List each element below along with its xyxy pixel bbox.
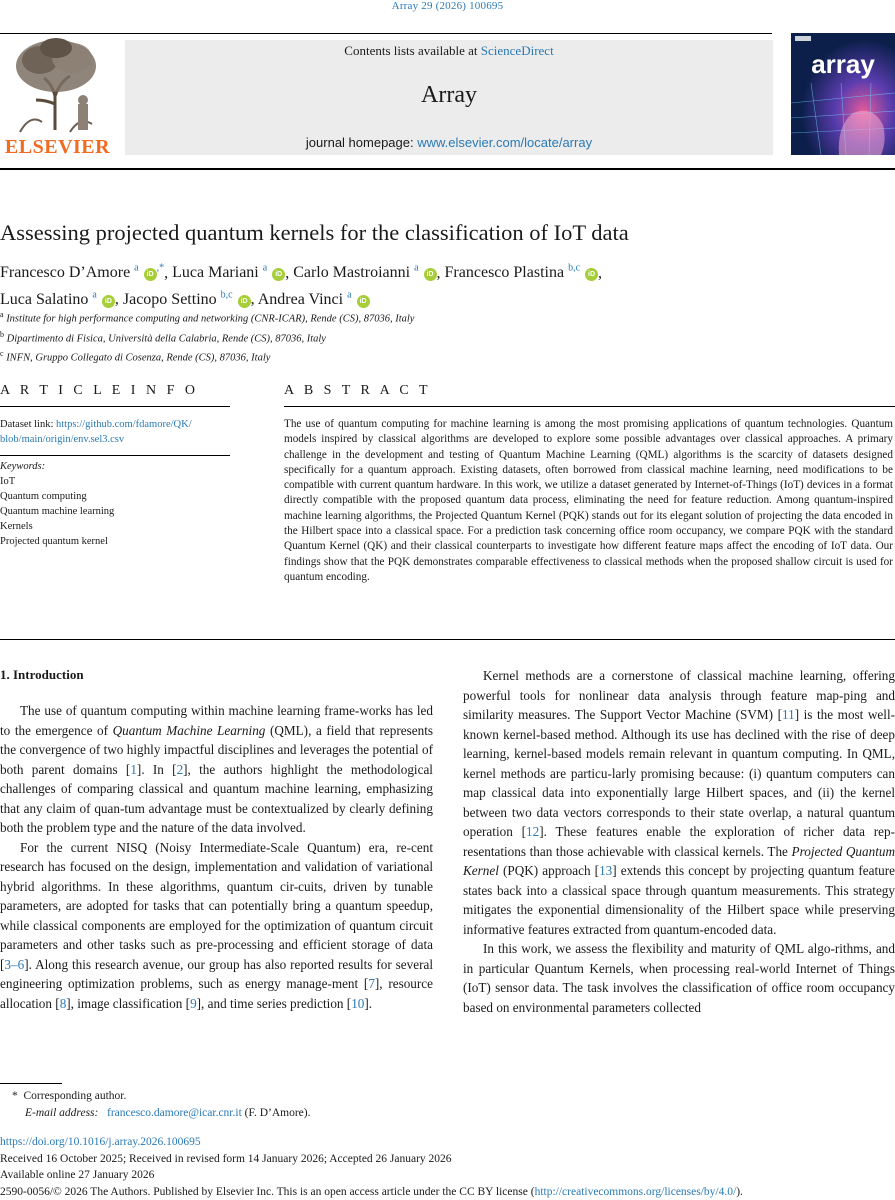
header-rule [0, 33, 772, 34]
journal-name: Array [421, 82, 477, 108]
footnotes [0, 1088, 895, 1122]
citation-link[interactable]: 11 [781, 707, 795, 722]
affiliation-mark[interactable]: a [414, 263, 419, 274]
affiliation-mark[interactable]: b,c [220, 289, 233, 301]
homepage-line [125, 135, 773, 150]
corresponding-mark[interactable]: ,* [156, 263, 165, 274]
dataset-link[interactable]: https://github.com/fdamore/QK/ [56, 419, 192, 430]
footnote-rule [0, 1083, 62, 1084]
author-settino[interactable]: Jacopo Settino $^{b,c}$ iD [123, 291, 251, 308]
corresponding-footnote: * Corresponding author. [12, 1090, 127, 1102]
journal-citation[interactable]: Array 29 (2026) 100695 [391, 0, 504, 12]
keywords-label: Keywords: [0, 461, 46, 472]
citation-link[interactable]: 1 [130, 761, 137, 777]
dataset-link-cont[interactable]: blob/main/origin/env.sel3.csv [0, 434, 125, 445]
dataset-label: Dataset link: [0, 419, 56, 430]
elsevier-tree-icon [0, 34, 115, 134]
orcid-icon[interactable]: iD [357, 295, 370, 308]
available-online: Available online 27 January 2026 [0, 1169, 155, 1181]
citation-link[interactable]: 7 [368, 976, 375, 991]
affiliations [0, 307, 895, 366]
citation-link[interactable]: 10 [351, 995, 365, 1011]
doi-link[interactable]: https://doi.org/10.1016/j.array.2026.100695 [0, 1136, 201, 1148]
orcid-icon[interactable]: iD [144, 268, 157, 281]
journal-masthead [125, 40, 773, 155]
email-link[interactable]: francesco.damore@icar.cnr.it [106, 1107, 242, 1119]
keyword-item: Kernels [0, 521, 33, 532]
dataset-link-block [0, 417, 232, 447]
received-dates: Received 16 October 2025; Received in revised form 14 January 2026; Accepted 26 January 2026 [0, 1152, 452, 1165]
author-mariani[interactable]: Luca Mariani $^a$ iD [172, 264, 285, 281]
keyword-item: IoT [0, 476, 16, 487]
orcid-icon[interactable]: iD [102, 295, 115, 308]
paper-title: Assessing projected quantum kernels for the classification of IoT data [0, 220, 629, 245]
contents-prefix: Contents lists available at [344, 43, 481, 58]
affiliation-b: $^b$ Dipartimento di Fisica, Università della Calabria, Rende (CS), 87036, Italy [0, 329, 326, 344]
sciencedirect-link[interactable]: ScienceDirect [480, 43, 554, 58]
header-thick-rule [0, 168, 895, 170]
contents-line [125, 43, 773, 59]
orcid-icon[interactable]: iD [238, 295, 251, 308]
cover-title: array [811, 49, 875, 79]
citation-link[interactable]: 12 [526, 824, 540, 839]
author-damore[interactable]: Francesco D’Amore $^a$ iD,* [0, 263, 165, 282]
affiliation-mark[interactable]: a [347, 289, 352, 301]
affiliation-a: $^a$ Institute for high performance computing and networking (CNR-ICAR), Rende (CS), 87036, Italy [0, 310, 415, 325]
journal-homepage-link[interactable]: www.elsevier.com/locate/array [417, 135, 593, 150]
citation-link[interactable]: 13 [599, 863, 613, 878]
body-column-left [0, 701, 433, 1013]
divider [284, 406, 895, 407]
section-heading-introduction: 1. Introduction [0, 667, 84, 682]
affiliation-mark[interactable]: b,c [568, 263, 581, 274]
keywords-block [0, 459, 232, 549]
author-mastroianni[interactable]: Carlo Mastroianni $^a$ iD [293, 264, 436, 281]
keyword-item: Projected quantum kernel [0, 536, 108, 547]
license-line: 2590-0056/© 2026 The Authors. Published by Elsevier Inc. This is an open access article under the CC BY license (http://creativecommons.org/licenses/by/4.0/). [0, 1185, 743, 1198]
paragraph: The use of quantum computing within machine learning frame-works has led to the emergence of Quantum Machine Learning (QML), a field that represents the convergence of two highly impactful disciplines and leverages the potential of both parent domains [1]. In [2], the authors highlight the methodological challenges of comparing classical and quantum machine learning, emphasizing that any claim of quan-tum advantage must be contextualized by clearly defining both the problem type and the nature of the data involved. [0, 703, 434, 835]
author-plastina[interactable]: Francesco Plastina $^{b,c}$ iD [445, 264, 598, 281]
keyword-item: Quantum machine learning [0, 506, 115, 517]
affiliation-mark[interactable]: a [262, 263, 268, 274]
citation-link[interactable]: 3–6 [4, 956, 25, 972]
orcid-icon[interactable]: iD [272, 268, 285, 281]
affiliation-c: $^c$ INFN, Gruppo Collegato di Cosenza, Rende (CS), 87036, Italy [0, 349, 271, 364]
email-footnote: E-mail address: francesco.damore@icar.cnr.it (F. D’Amore). [25, 1107, 311, 1119]
article-history [0, 1134, 895, 1200]
keyword-item: Quantum computing [0, 491, 87, 502]
divider [0, 406, 230, 407]
citation-link[interactable]: 8 [59, 995, 67, 1011]
orcid-icon[interactable]: iD [585, 268, 598, 281]
body-column-right [463, 666, 895, 1017]
paragraph: Kernel methods are a cornerstone of classical machine learning, offering powerful tools for nonlinear data analysis through feature map-ping and similarity measures. The Support Vector Machine (SVM) [11] is the most well-known kernel-based method. Although its use has declined with the rise of deep learning, kernel-based models remain relevant in quantum computing. In QML, kernel methods are particu-larly promising because: (i) quantum computers can map classical data into exponentially large Hilbert spaces, and (ii) the kernel between two data vectors corresponds to their state overlap, a natural quantum operation [12]. These features enable the exploration of richer data rep-resentations than those achievable with classical kernels. The Projected Quantum Kernel (PQK) approach [13] extends this concept by projecting quantum feature states back into a classical space through quantum measurements. This strategy mitigates the exponential dimensionality of the Hilbert space while preserving informative features extracted from quantum-encoded data. [463, 668, 895, 937]
divider [0, 455, 230, 456]
paragraph: In this work, we assess the flexibility and maturity of QML algo-rithms, and in particular Quantum Kernels, when processing real-world Internet of Things (IoT) sensor data. The task involves the classification of office room occupancy based on environmental parameters collected [463, 941, 895, 1015]
citation-link[interactable]: 9 [190, 995, 197, 1011]
homepage-prefix: journal homepage: [305, 135, 418, 150]
abstract-text: The use of quantum computing for machine learning is among the most promising applications of quantum technologies. Quantum models inspired by classical algorithms are developed to explore some possible advantages over classical approaches. A primary challenge in the development and testing of Quantum Machine Learning (QML) algorithms is the scarcity of datasets designed specifically for a quantum approach. Existing datasets, often borrowed from classical machine learning, need modifications to be compatible with current quantum hardware. In this work, we utilize a dataset generated by Internet-of-Things (IoT) devices in a format directly compatible with the proposed quantum data process, eliminating the need for feature reduction. Among quantum-inspired machine learning algorithms, the Projected Quantum Kernel (PQK) stands out for its elegant solution of projecting the data encoded in the Hilbert space into a classical space. For a prediction task concerning office room occupancy, we compare PQK with the standard Quantum Kernel (QK) and their classical counterparts to investigate how different feature maps affect the encoding of IoT data. Our findings show that the PQK demonstrates comparable effectiveness to classical methods when the proposed shallow circuit is used for quantum encoding. [284, 418, 893, 583]
journal-cover[interactable] [791, 33, 895, 155]
affiliation-mark[interactable]: a [134, 263, 139, 274]
citation-link[interactable]: 2 [176, 761, 184, 777]
paragraph: For the current NISQ (Noisy Intermediate-Scale Quantum) era, re-cent research has focused on the design, implementation and validation of variational hybrid algorithms. In these algorithms, quantum cir-cuits, driven by tunable parameters, are adopted for tasks that can potentially bring a quantum speedup, while classical components are employed for the optimization of quantum circuit parameters and other tasks such as pre-processing and efficient storage of data [3–6]. Along this research avenue, our group has also reported results for several engineering optimization problems, such as energy manage-ment [7], resource allocation [8], image classification [9], and time series prediction [10]. [0, 839, 433, 1011]
article-info-heading: A R T I C L E I N F O [0, 383, 199, 398]
license-link[interactable]: http://creativecommons.org/licenses/by/4.0/ [534, 1185, 737, 1198]
author-list: Francesco D’Amore $^a$ iD,*, Luca Mariani $^a$ iD , Carlo Mastroianni $^a$ iD , Francesco Plastina $^{b,c}$ iD , Luca Salatino $^a$ iD , Jacopo Settino $^{b,c}$ iD , Andrea Vinci $^a$ iD [0, 263, 603, 308]
author-salatino[interactable]: Luca Salatino $^a$ iD [0, 291, 115, 308]
author-vinci[interactable]: Andrea Vinci $^a$ iD [258, 291, 370, 308]
section-rule [0, 639, 895, 640]
abstract-heading: A B S T R A C T [284, 383, 432, 398]
elsevier-wordmark[interactable]: ELSEVIER [4, 136, 111, 158]
orcid-icon[interactable]: iD [424, 268, 437, 281]
affiliation-mark[interactable]: a [92, 289, 97, 301]
